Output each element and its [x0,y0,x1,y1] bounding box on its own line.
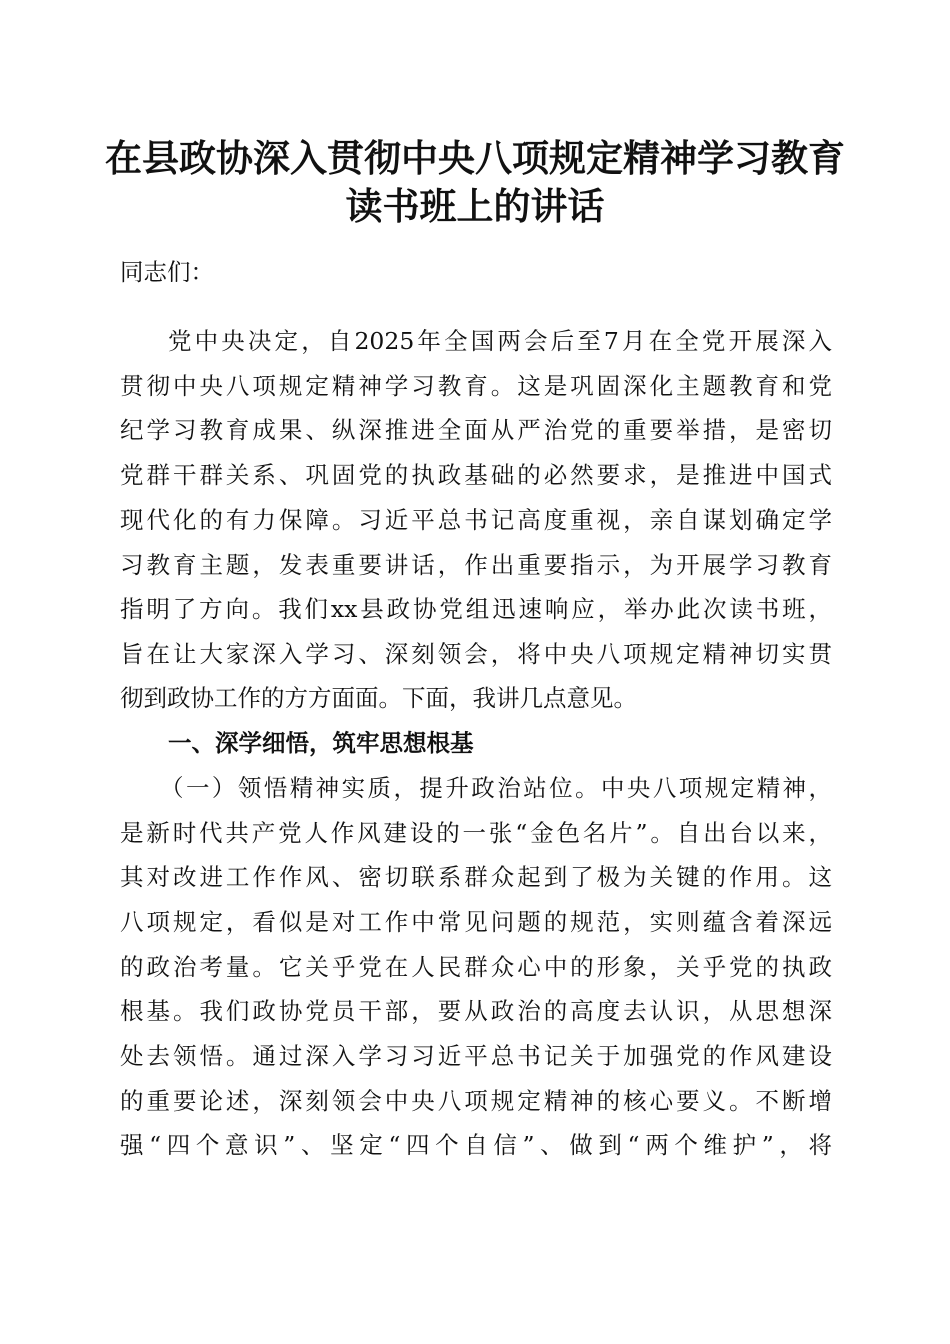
paragraph-line: 是新时代共产党人作风建设的一张“金色名片”。自出台以来， [120,819,832,847]
paragraph-line: 习教育主题，发表重要讲话，作出重要指示，为开展学习教育 [120,551,832,579]
paragraph-line: 强“四个意识”、坚定“四个自信”、做到“两个维护”，将 [120,1131,832,1159]
paragraph-line: 党群干群关系、巩固党的执政基础的必然要求，是推进中国式 [120,461,832,489]
paragraph-line: 指明了方向。我们xx县政协党组迅速响应，举办此次读书班， [120,595,832,623]
section-heading: 一、深学细悟，筑牢思想根基 [168,729,474,757]
document-title-line-2: 读书班上的讲话 [345,184,605,228]
paragraph-line: 纪学习教育成果、纵深推进全面从严治党的重要举措，是密切 [120,416,832,444]
paragraph-line: 旨在让大家深入学习、深刻领会，将中央八项规定精神切实贯 [120,640,832,668]
salutation: 同志们： [120,258,214,286]
paragraph-line: （一）领悟精神实质，提升政治站位。中央八项规定精神， [160,774,832,802]
paragraph-line: 党中央决定，自2025年全国两会后至7月在全党开展深入 [168,327,832,355]
paragraph-line: 彻到政协工作的方方面面。下面，我讲几点意见。 [120,684,637,712]
paragraph-line: 现代化的有力保障。习近平总书记高度重视，亲自谋划确定学 [120,506,832,534]
paragraph-line: 其对改进工作作风、密切联系群众起到了极为关键的作用。这 [120,863,832,891]
paragraph-line: 的重要论述，深刻领会中央八项规定精神的核心要义。不断增 [120,1087,832,1115]
paragraph-line: 的政治考量。它关乎党在人民群众心中的形象，关乎党的执政 [120,953,832,981]
paragraph-line: 处去领悟。通过深入学习习近平总书记关于加强党的作风建设 [120,1042,832,1070]
paragraph-line: 根基。我们政协党员干部，要从政治的高度去认识，从思想深 [120,997,832,1025]
paragraph-line: 八项规定，看似是对工作中常见问题的规范，实则蕴含着深远 [120,908,832,936]
document-title-line-1: 在县政协深入贯彻中央八项规定精神学习教育 [105,136,845,180]
paragraph-line: 贯彻中央八项规定精神学习教育。这是巩固深化主题教育和党 [120,372,832,400]
